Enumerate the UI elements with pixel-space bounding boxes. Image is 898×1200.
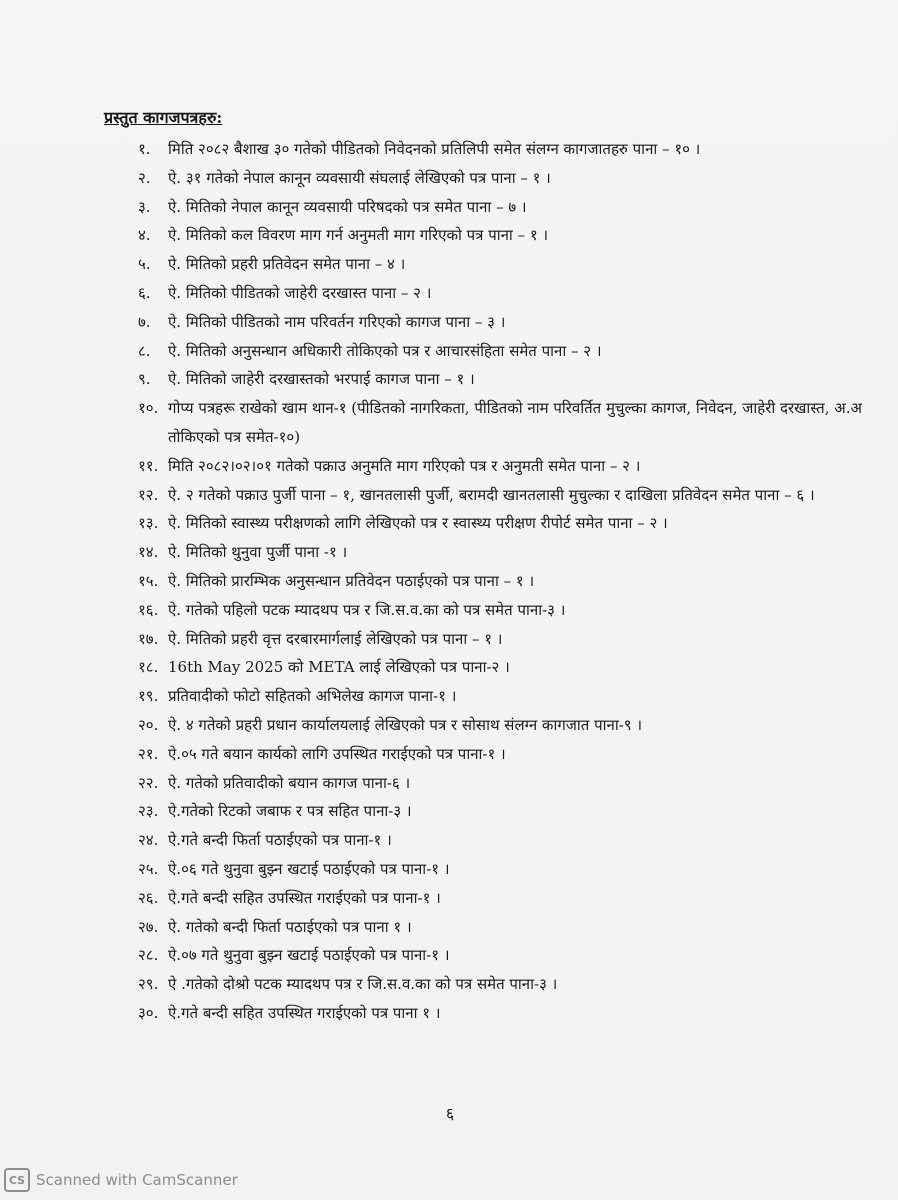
list-item-text: ऐ. मितिको प्रहरी प्रतिवेदन समेत पाना – ४ । <box>168 255 406 274</box>
list-item-text: ऐ. गतेको प्रतिवादीको बयान कागज पाना-६ । <box>168 773 411 792</box>
list-item <box>0 625 898 654</box>
list-item <box>0 481 898 510</box>
list-item-text: प्रतिवादीको फोटो सहितको अभिलेख कागज पाना-१ । <box>168 687 457 706</box>
list-item <box>0 509 898 538</box>
list-item-number: २९. <box>138 975 159 994</box>
list-item-text: गोप्य पत्रहरू राखेको खाम थान-१ (पीडितको नागरिकता, पीडितको नाम परिवर्तित मुचुल्का कागज, निवेदन, जाहेरी दरखास्त, अ.अ तोकिएको पत्र समेत-१०) <box>168 399 862 446</box>
list-item-text: ऐ .गतेको दोश्रो पटक म्यादथप पत्र र जि.स.व.का को पत्र समेत पाना-३ । <box>168 975 558 994</box>
list-item <box>0 164 898 193</box>
list-item-number: ६. <box>138 283 151 302</box>
list-item-text: ऐ. मितिको प्रारम्भिक अनुसन्धान प्रतिवेदन पठाईएको पत्र पाना – १ । <box>168 571 535 590</box>
list-item-number: २०. <box>138 715 159 734</box>
list-item <box>0 970 898 999</box>
list-item-text: ऐ. ४ गतेको प्रहरी प्रधान कार्यालयलाई लेखिएको पत्र र सोसाथ संलग्न कागजात पाना-९ । <box>168 715 643 734</box>
list-item <box>0 250 898 279</box>
list-item-text: ऐ. गतेको पहिलो पटक म्यादथप पत्र र जि.स.व.का को पत्र समेत पाना-३ । <box>168 600 566 619</box>
list-item-number: १५. <box>138 571 159 590</box>
list-item-number: ४. <box>138 226 151 245</box>
list-item-text: ऐ. मितिको स्वास्थ्य परीक्षणको लागि लेखिएको पत्र र स्वास्थ्य परीक्षण रीपोर्ट समेत पाना – २ । <box>168 514 668 533</box>
camscanner-watermark <box>4 1166 238 1194</box>
list-item-number: २४. <box>138 831 159 850</box>
camscanner-logo-icon: CS <box>4 1168 30 1192</box>
list-item-text: ऐ. गतेको बन्दी फिर्ता पठाईएको पत्र पाना १ । <box>168 917 412 936</box>
list-item-number: २१. <box>138 744 159 763</box>
list-item-number: २७. <box>138 917 159 936</box>
section-heading: प्रस्तुत कागजपत्रहरु: <box>104 108 223 127</box>
list-item <box>0 682 898 711</box>
list-item-number: ९. <box>138 370 151 389</box>
list-item <box>0 797 898 826</box>
list-item-number: २५. <box>138 859 159 878</box>
list-item-text: ऐ. मितिको पीडितको जाहेरी दरखास्त पाना – २ । <box>168 283 432 302</box>
list-item-text: ऐ. २ गतेको पक्राउ पुर्जी पाना – १, खानतलासी पुर्जी, बरामदी खानतलासी मुचुल्का र दाखिला प्रतिवेदन समेत पाना – ६ । <box>168 485 815 504</box>
list-item-text: ऐ. मितिको पीडितको नाम परिवर्तन गरिएको कागज पाना – ३ । <box>168 312 506 331</box>
list-item-text: ऐ.०७ गते थुनुवा बुझ्न खटाई पठाईएको पत्र पाना-१ । <box>168 946 450 965</box>
list-item-number: १. <box>138 140 151 158</box>
list-item-number: ११. <box>138 456 159 475</box>
list-item-number: २३. <box>138 802 159 821</box>
list-item-text: ऐ.गते बन्दी सहित उपस्थित गराईएको पत्र पाना १ । <box>168 1003 441 1022</box>
list-item <box>0 394 898 452</box>
list-item <box>0 596 898 625</box>
list-item-text: ऐ.गते बन्दी फिर्ता पठाईएको पत्र पाना-१ । <box>168 831 392 850</box>
list-item-text: ऐ.०६ गते थुनुवा बुझ्न खटाई पठाईएको पत्र पाना-१ । <box>168 859 450 878</box>
list-item <box>0 567 898 596</box>
list-item <box>0 740 898 769</box>
list-item-text: ऐ.गतेको रिटको जबाफ र पत्र सहित पाना-३ । <box>168 802 412 821</box>
document-list <box>0 135 898 1028</box>
list-item <box>0 538 898 567</box>
list-item-text: मिति २०८२।०२।०१ गतेको पक्राउ अनुमति माग गरिएको पत्र र अनुमती समेत पाना – २ । <box>168 456 641 475</box>
list-item-number: २२. <box>138 773 159 792</box>
list-item <box>0 279 898 308</box>
list-item-number: १२. <box>138 485 159 504</box>
list-item-text: ऐ. मितिको प्रहरी वृत्त दरबारमार्गलाई लेखिएको पत्र पाना – १ । <box>168 629 503 648</box>
list-item-text: ऐ. मितिको थुनुवा पुर्जी पाना -१ । <box>168 543 348 562</box>
list-item-text: ऐ. मितिको जाहेरी दरखास्तको भरपाई कागज पाना – १ । <box>168 370 475 389</box>
list-item <box>0 711 898 740</box>
list-item-number: १७. <box>138 629 159 648</box>
list-item-text: ऐ.गते बन्दी सहित उपस्थित गराईएको पत्र पाना-१ । <box>168 888 441 907</box>
list-item <box>0 826 898 855</box>
list-item-text: ऐ.०५ गते बयान कार्यको लागि उपस्थित गराईएको पत्र पाना-१ । <box>168 744 506 763</box>
list-item-number: २८. <box>138 946 159 965</box>
list-item-text: ऐ. मितिको नेपाल कानून व्यवसायी परिषदको पत्र समेत पाना – ७ । <box>168 197 527 216</box>
list-item <box>0 308 898 337</box>
list-item-text: ऐ. मितिको कल विवरण माग गर्न अनुमती माग गरिएको पत्र पाना – १ । <box>168 226 549 245</box>
list-item-number: १९. <box>138 687 159 706</box>
list-item-number: ७. <box>138 312 151 331</box>
list-item <box>0 221 898 250</box>
list-item-text: ऐ. मितिको अनुसन्धान अधिकारी तोकिएको पत्र र आचारसंहिता समेत पाना – २ । <box>168 341 602 360</box>
list-item <box>0 999 898 1028</box>
list-item-number: २. <box>138 168 151 187</box>
list-item <box>0 193 898 222</box>
list-item-number: ८. <box>138 341 151 360</box>
list-item-number: १८. <box>138 658 159 677</box>
list-item-number: ५. <box>138 255 151 274</box>
list-item <box>0 941 898 970</box>
list-item-number: ३०. <box>138 1003 159 1022</box>
watermark-text: Scanned with CamScanner <box>36 1171 238 1189</box>
list-item <box>0 855 898 884</box>
list-item <box>0 653 898 682</box>
list-item <box>0 365 898 394</box>
list-item-number: १०. <box>138 399 159 418</box>
list-item-text: ऐ. ३१ गतेको नेपाल कानून व्यवसायी संघलाई लेखिएको पत्र पाना – १ । <box>168 168 551 187</box>
list-item <box>0 452 898 481</box>
list-item-number: १४. <box>138 543 159 562</box>
list-item-number: १३. <box>138 514 159 533</box>
list-item-number: ३. <box>138 197 151 216</box>
list-item-number: १६. <box>138 600 159 619</box>
list-item <box>0 135 898 164</box>
list-item <box>0 913 898 942</box>
list-item-text: 16th May 2025 को META लाई लेखिएको पत्र पाना-२ । <box>168 658 510 677</box>
list-item <box>0 884 898 913</box>
list-item <box>0 337 898 366</box>
list-item-number: २६. <box>138 888 159 907</box>
page-number: ६ <box>445 1104 455 1123</box>
list-item-text: मिति २०८२ बैशाख ३० गतेको पीडितको निवेदनको प्रतिलिपी समेत संलग्न कागजातहरु पाना – १० । <box>168 140 701 158</box>
list-item <box>0 769 898 798</box>
